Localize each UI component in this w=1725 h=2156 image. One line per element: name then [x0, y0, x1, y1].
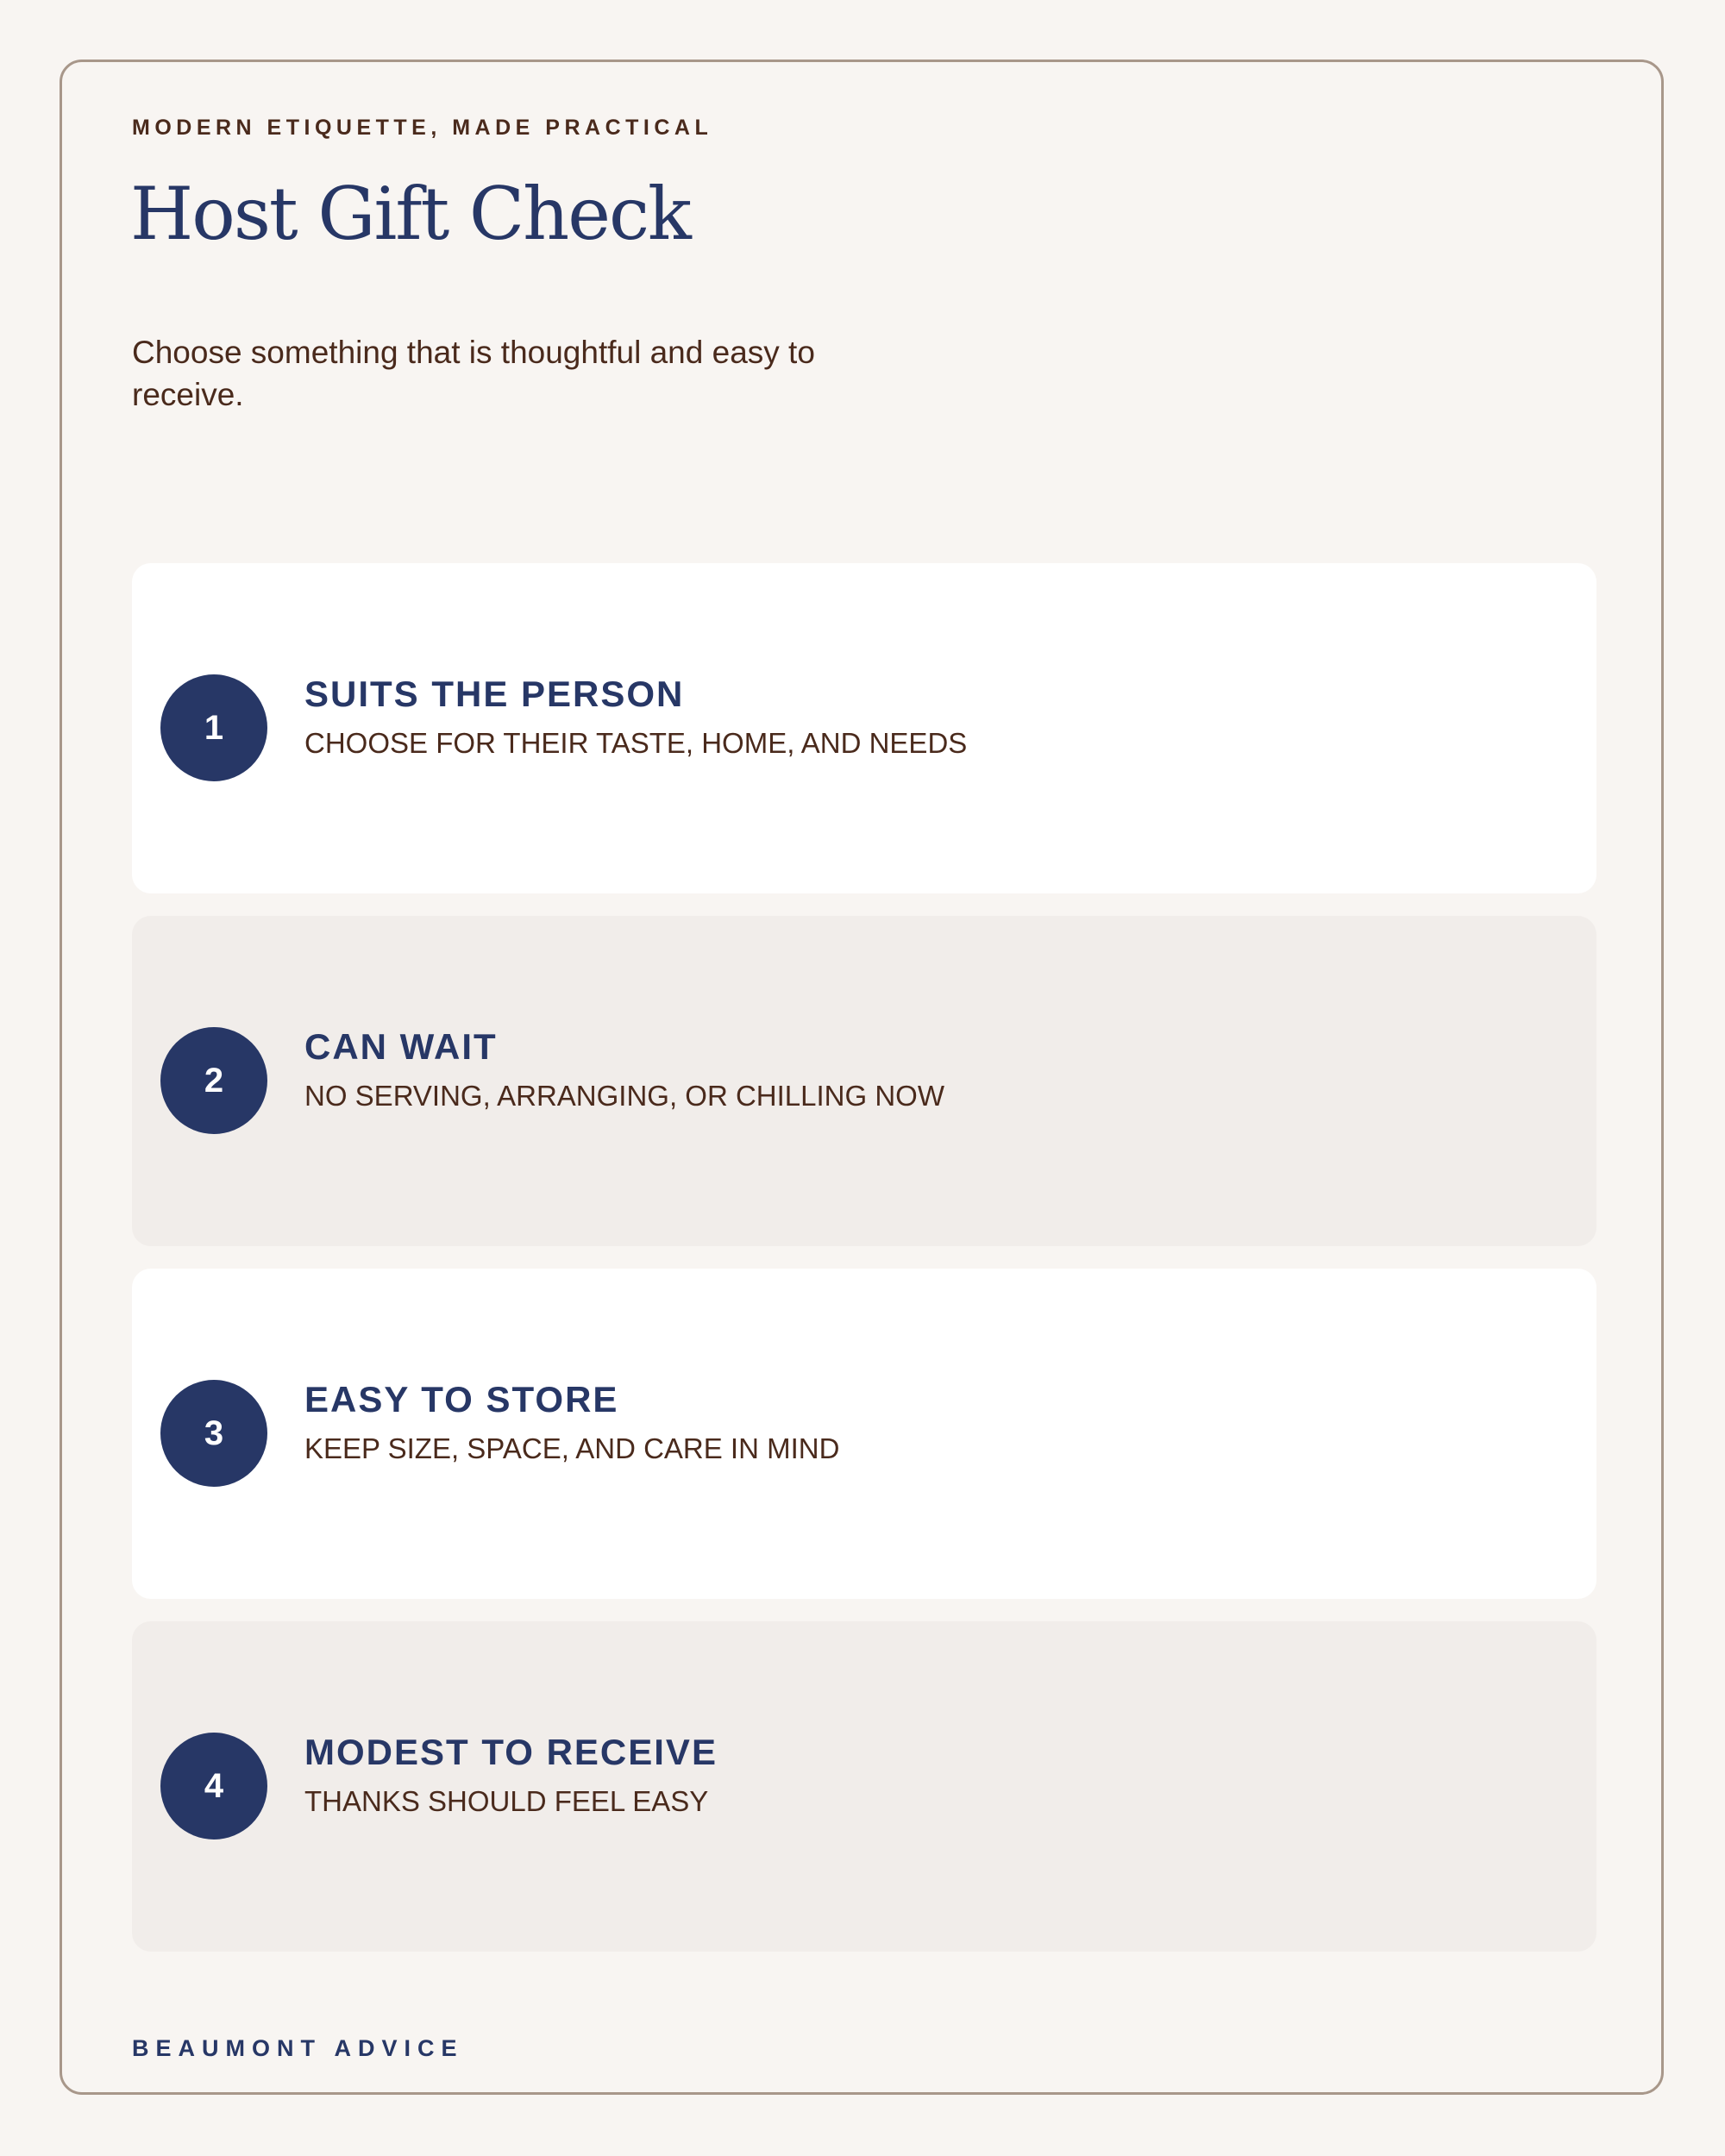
- page-title: Host Gift Check: [130, 172, 690, 256]
- checklist: [132, 563, 1596, 1974]
- checklist-item-text: [304, 672, 967, 761]
- checklist-item-heading: EASY TO STORE: [304, 1379, 619, 1420]
- checklist-item-text: [304, 1730, 718, 1820]
- document-frame: [60, 60, 1664, 2095]
- checklist-item-description: THANKS SHOULD FEEL EASY: [304, 1785, 709, 1817]
- eyebrow-label: MODERN ETIQUETTE, MADE PRACTICAL: [132, 116, 713, 140]
- checklist-item-text: [304, 1377, 839, 1467]
- checklist-item: [132, 916, 1596, 1246]
- step-number-badge: 2: [160, 1027, 267, 1134]
- checklist-item-description: CHOOSE FOR THEIR TASTE, HOME, AND NEEDS: [304, 727, 968, 759]
- checklist-item-heading: SUITS THE PERSON: [304, 674, 685, 714]
- checklist-item-heading: CAN WAIT: [304, 1026, 498, 1067]
- checklist-item-description: KEEP SIZE, SPACE, AND CARE IN MIND: [304, 1432, 840, 1464]
- step-number-badge: 3: [160, 1380, 267, 1487]
- checklist-item-description: NO SERVING, ARRANGING, OR CHILLING NOW: [304, 1080, 945, 1112]
- checklist-item-heading: MODEST TO RECEIVE: [304, 1732, 718, 1772]
- checklist-item: [132, 1269, 1596, 1599]
- checklist-item-text: [304, 1025, 944, 1114]
- step-number-badge: 4: [160, 1733, 267, 1839]
- page-subtitle: Choose something that is thoughtful and easy to receive.: [132, 335, 815, 412]
- checklist-item: [132, 1621, 1596, 1952]
- step-number-badge: 1: [160, 674, 267, 781]
- footer-brand: BEAUMONT ADVICE: [132, 2035, 464, 2061]
- checklist-item: [132, 563, 1596, 893]
